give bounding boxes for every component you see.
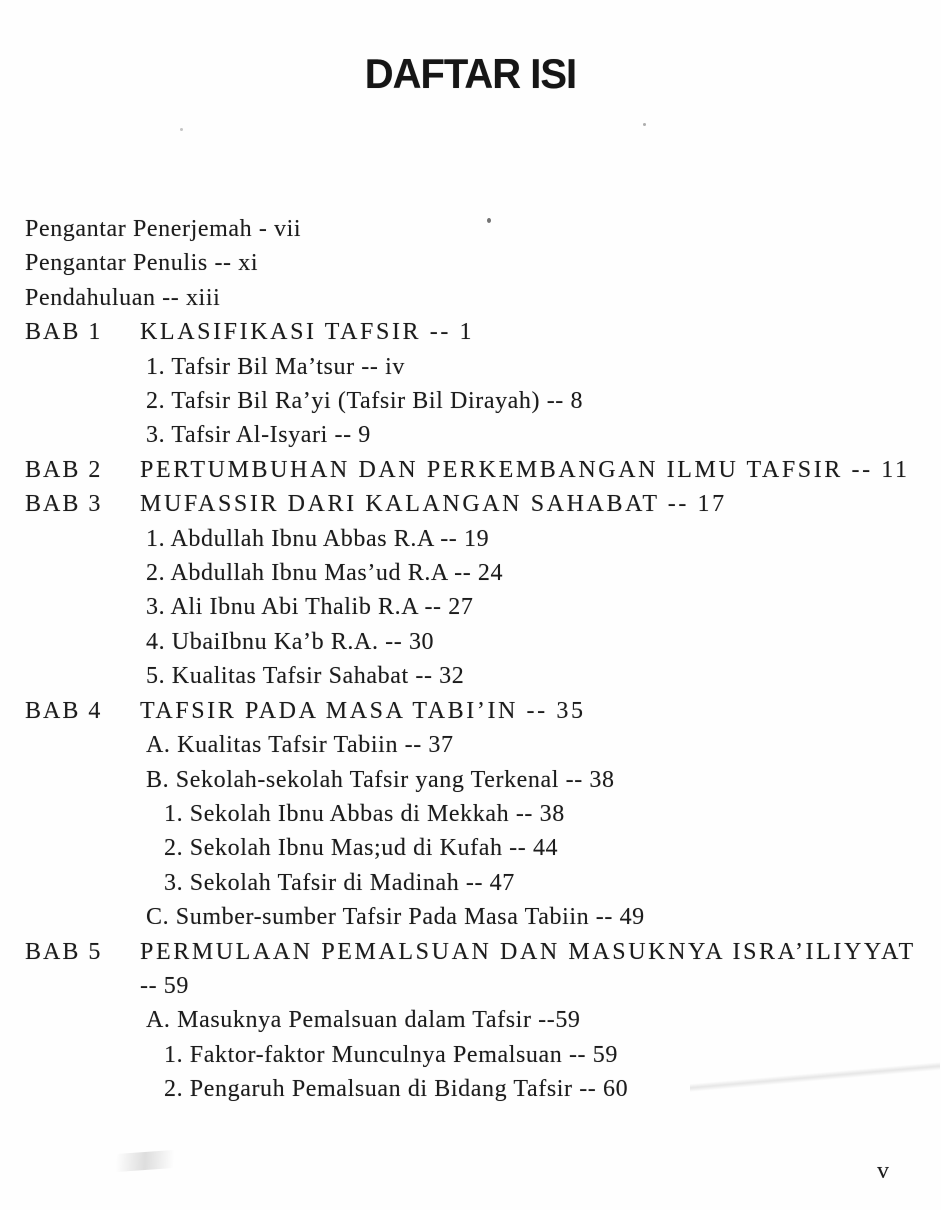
- toc-entry: [25, 281, 921, 315]
- toc-entry: [25, 453, 921, 487]
- toc-entry: [25, 866, 921, 900]
- toc-entry: [25, 246, 921, 280]
- toc-entry: [25, 212, 921, 246]
- toc-entry-text: 3. Tafsir Al-Isyari -- 9: [146, 422, 371, 449]
- toc-entry: [25, 625, 921, 659]
- toc-entry: [25, 522, 921, 556]
- toc-entry: [25, 350, 921, 384]
- toc-entry: [25, 659, 921, 693]
- toc-entry: [25, 694, 921, 728]
- toc-entry-text: 2. Pengaruh Pemalsuan di Bidang Tafsir -- 60: [164, 1076, 629, 1103]
- toc-entry: [25, 763, 921, 797]
- toc-entry: [25, 797, 921, 831]
- toc-entry-text: 1. Faktor-faktor Munculnya Pemalsuan -- 59: [164, 1041, 618, 1068]
- toc-entry-text: PERTUMBUHAN DAN PERKEMBANGAN ILMU TAFSIR -- 11: [140, 456, 910, 483]
- toc-entry-text: 2. Sekolah Ibnu Mas;ud di Kufah -- 44: [164, 835, 559, 862]
- toc-entry-text: 1. Sekolah Ibnu Abbas di Mekkah -- 38: [164, 800, 565, 827]
- toc-entry: [25, 831, 921, 865]
- toc-entry-text: MUFASSIR DARI KALANGAN SAHABAT -- 17: [140, 491, 727, 518]
- toc-entry: [25, 315, 921, 349]
- toc-entry: [25, 556, 921, 590]
- toc-entry: [25, 384, 921, 418]
- toc-entry-text: A. Kualitas Tafsir Tabiin -- 37: [146, 732, 454, 759]
- page-number: v: [877, 1158, 889, 1184]
- toc-entry-text: 3. Sekolah Tafsir di Madinah -- 47: [164, 869, 515, 896]
- chapter-label: BAB 2: [25, 456, 103, 483]
- toc-entry: [25, 418, 921, 452]
- scan-artifact-speck: [180, 128, 183, 131]
- chapter-label: BAB 4: [25, 697, 103, 724]
- toc-entry-text: 2. Abdullah Ibnu Mas’ud R.A -- 24: [146, 560, 504, 587]
- toc-entry-text: 1. Tafsir Bil Ma’tsur -- iv: [146, 353, 405, 380]
- toc-entry-text: 5. Kualitas Tafsir Sahabat -- 32: [146, 663, 465, 690]
- toc-entry: [25, 590, 921, 624]
- toc-entry-text: A. Masuknya Pemalsuan dalam Tafsir --59: [146, 1007, 581, 1034]
- toc-entry-text: Pengantar Penerjemah - vii: [25, 216, 302, 242]
- toc-entry-text: B. Sekolah-sekolah Tafsir yang Terkenal -- 38: [146, 766, 615, 793]
- toc-entry: [25, 487, 921, 521]
- toc-entry-text: Pendahuluan -- xiii: [25, 284, 221, 311]
- toc-entry-text: PERMULAAN PEMALSUAN DAN MASUKNYA ISRA’ILIYYAT: [140, 938, 916, 965]
- page-title: DAFTAR ISI: [364, 50, 577, 97]
- toc-entry-text: C. Sumber-sumber Tafsir Pada Masa Tabiin -- 49: [146, 904, 645, 931]
- toc-entry: [25, 935, 921, 969]
- chapter-label: BAB 3: [25, 491, 103, 518]
- toc-entry-text: Pengantar Penulis -- xi: [25, 250, 259, 277]
- toc-entry: [25, 969, 921, 1003]
- toc-entry-text: -- 59: [140, 972, 189, 999]
- toc-entry: [25, 728, 921, 762]
- toc-entry-text: TAFSIR PADA MASA TABI’IN -- 35: [140, 697, 586, 724]
- toc-entry-text: KLASIFIKASI TAFSIR -- 1: [140, 319, 475, 346]
- toc-entry-text: 2. Tafsir Bil Ra’yi (Tafsir Bil Dirayah) -- 8: [146, 388, 584, 415]
- chapter-label: BAB 1: [25, 319, 103, 346]
- toc-entry: [25, 1038, 921, 1072]
- toc-entry-text: 3. Ali Ibnu Abi Thalib R.A -- 27: [146, 594, 474, 621]
- toc-entry: [25, 1072, 921, 1106]
- toc-entry-text: 4. UbaiIbnu Ka’b R.A. -- 30: [146, 628, 435, 655]
- chapter-label: BAB 5: [25, 938, 103, 965]
- scan-artifact-streak: [0, 1142, 290, 1180]
- toc-entry: [25, 1003, 921, 1037]
- scan-artifact-speck: [643, 123, 646, 126]
- toc-entry-text: 1. Abdullah Ibnu Abbas R.A -- 19: [146, 525, 490, 552]
- toc-entry: [25, 900, 921, 934]
- table-of-contents: [25, 212, 921, 1107]
